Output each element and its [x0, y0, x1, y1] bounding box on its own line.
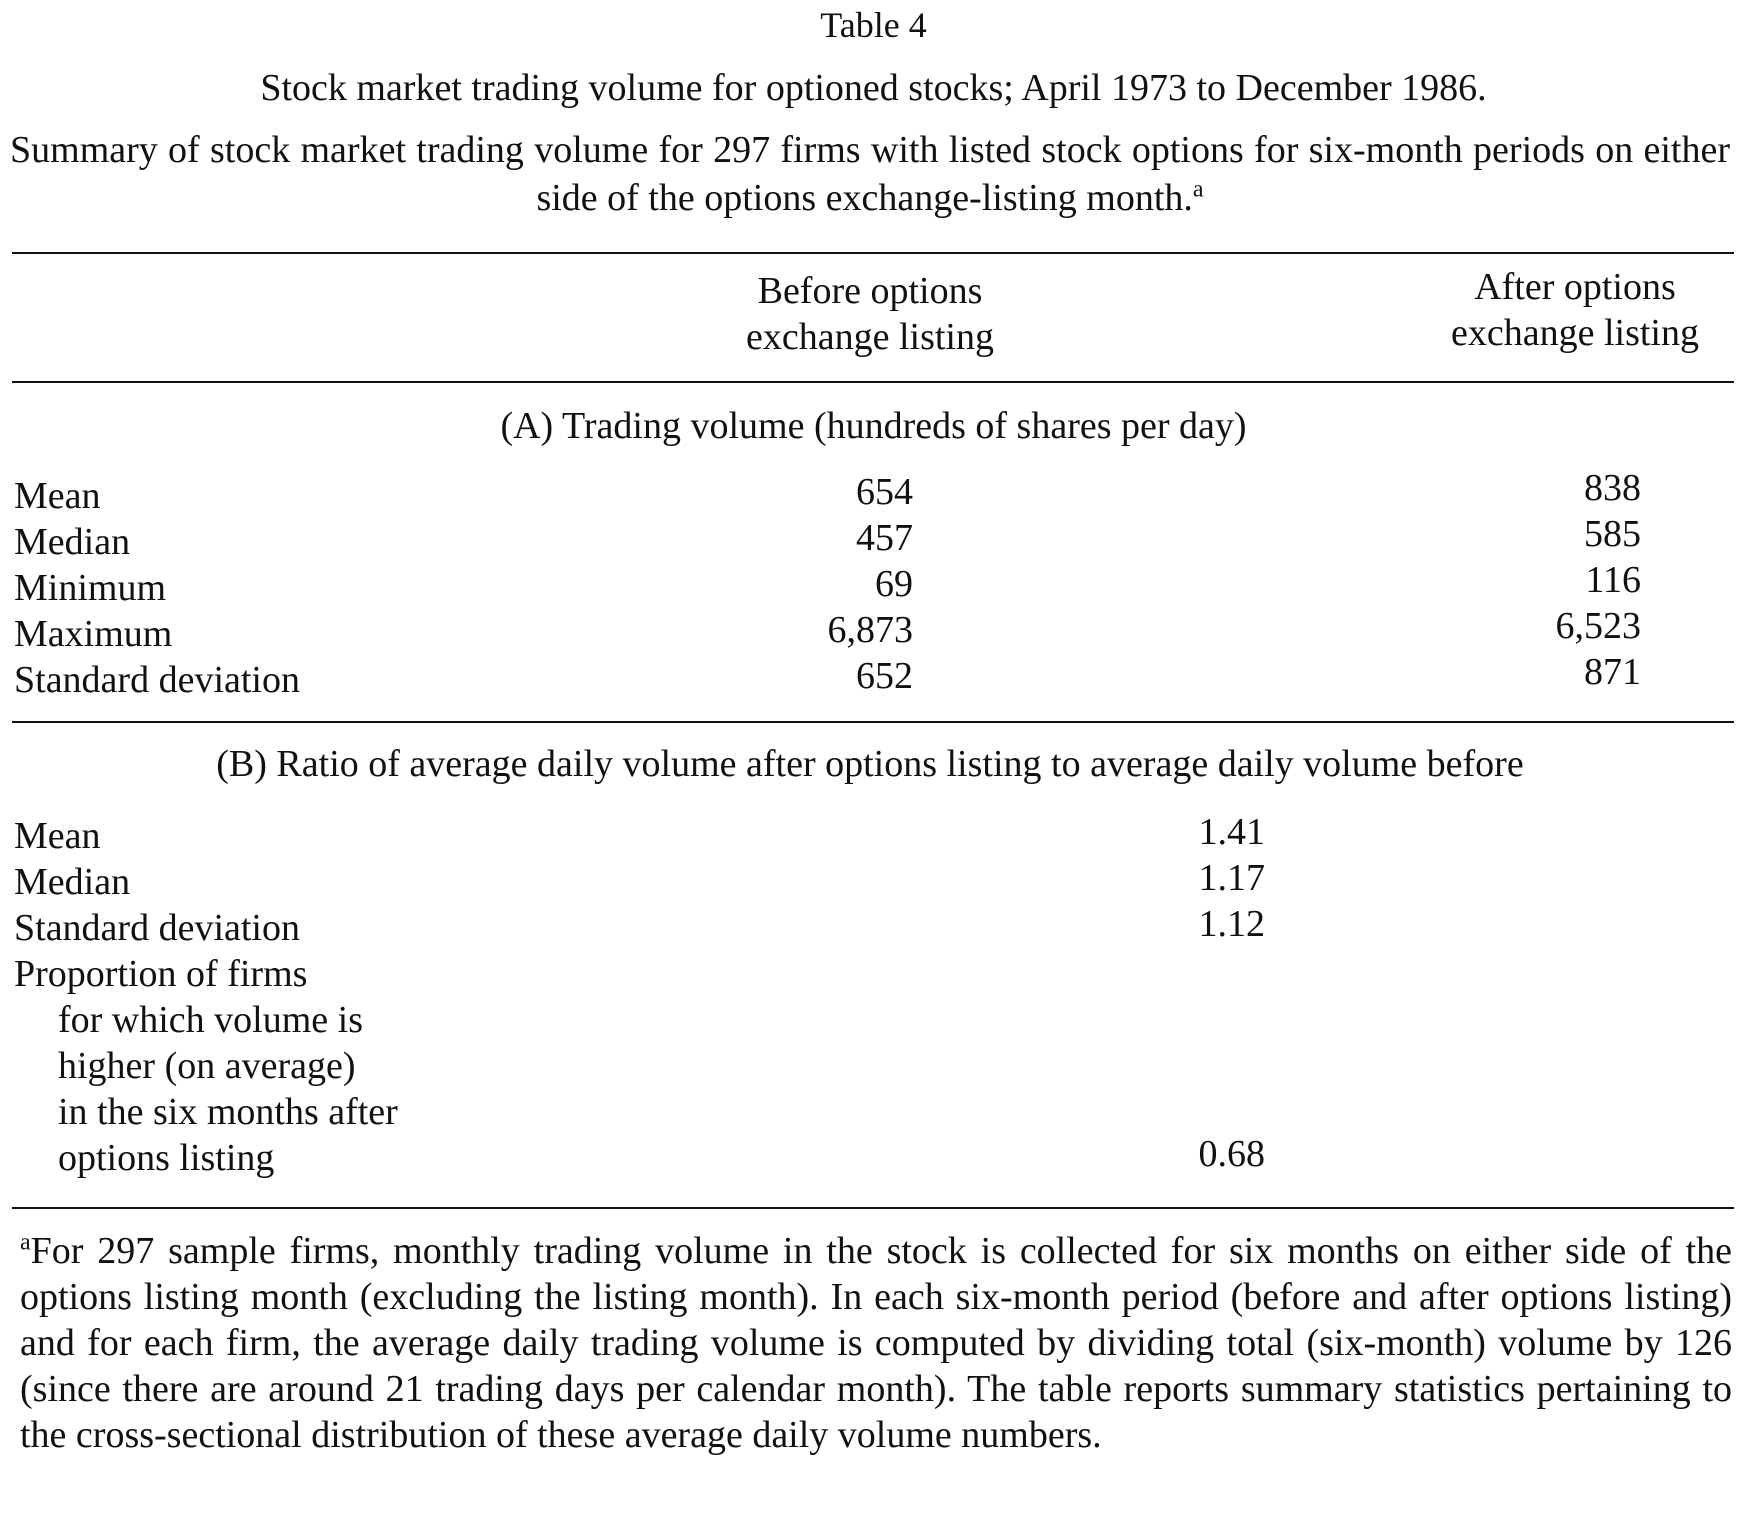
panel-a-row-label: Median	[14, 521, 131, 563]
panel-b-row-label: Standard deviation	[14, 907, 300, 949]
column-header-after-line2: exchange listing	[1451, 312, 1699, 354]
panel-a-after-value: 116	[1585, 559, 1641, 601]
top-rule	[12, 252, 1734, 254]
panel-a-row-label: Standard deviation	[14, 659, 300, 701]
footnote-mark: a	[20, 1229, 31, 1256]
description-note-mark: a	[1192, 176, 1204, 203]
panel-a-title: (A) Trading volume (hundreds of shares per day)	[500, 405, 1247, 447]
column-header-before	[700, 268, 1040, 360]
proportion-label-line1: Proportion of firms	[14, 953, 308, 995]
panel-b-row-label: Median	[14, 861, 131, 903]
panel-a-before-value: 652	[856, 655, 913, 697]
column-header-before-line1: Before options	[757, 270, 983, 312]
table-title: Stock market trading volume for optioned stocks; April 1973 to December 1986.	[260, 67, 1487, 109]
panel-a-before-value: 6,873	[827, 609, 913, 651]
panel-a-after-value: 871	[1584, 651, 1641, 693]
panel-a-row-label: Mean	[14, 475, 101, 517]
panel-a-before-value: 457	[856, 517, 913, 559]
table-description	[10, 126, 1730, 222]
panel-a-before-value: 69	[875, 563, 913, 605]
proportion-label-line5: options listing	[58, 1137, 275, 1179]
column-header-after	[1420, 264, 1730, 356]
proportion-label-line3: higher (on average)	[58, 1045, 356, 1087]
header-rule	[12, 381, 1734, 383]
proportion-label-line2: for which volume is	[58, 999, 364, 1041]
panel-b-value: 1.41	[1198, 811, 1265, 853]
panel-b-value: 1.17	[1198, 857, 1265, 899]
footnote-text: For 297 sample firms, monthly trading volume in the stock is collected for six months on either side of the options listing month (excluding the listing month). In each six-month period (before and after options listing) and for each firm, the average daily trading volume is computed by dividing total (six-month) volume by 126 (since there are around 21 trading days per calendar month). The table reports summary statistics pertaining to the cross-sectional distribution of these average daily volume numbers.	[20, 1230, 1732, 1456]
panel-a-row-label: Maximum	[14, 613, 173, 655]
table-number: Table 4	[820, 5, 927, 45]
panel-a-after-value: 585	[1584, 513, 1641, 555]
panel-a-after-value: 838	[1584, 467, 1641, 509]
bottom-rule	[12, 1207, 1734, 1209]
proportion-label-line4: in the six months after	[58, 1091, 398, 1133]
table-description-text: Summary of stock market trading volume for 297 firms with listed stock options for six-month periods on either side of the options exchange-listing month.	[10, 129, 1730, 219]
column-header-before-line2: exchange listing	[746, 316, 994, 358]
panel-a-row-label: Minimum	[14, 567, 167, 609]
column-header-after-line1: After options	[1474, 266, 1676, 308]
table-footnote	[20, 1228, 1732, 1458]
panel-b-title: (B) Ratio of average daily volume after options listing to average daily volume before	[216, 743, 1524, 785]
panel-b-value: 1.12	[1198, 903, 1265, 945]
panel-divider-rule	[12, 721, 1734, 723]
panel-a-before-value: 654	[856, 471, 913, 513]
panel-a-after-value: 6,523	[1555, 605, 1641, 647]
proportion-value: 0.68	[1198, 1133, 1265, 1175]
panel-b-row-label: Mean	[14, 815, 101, 857]
